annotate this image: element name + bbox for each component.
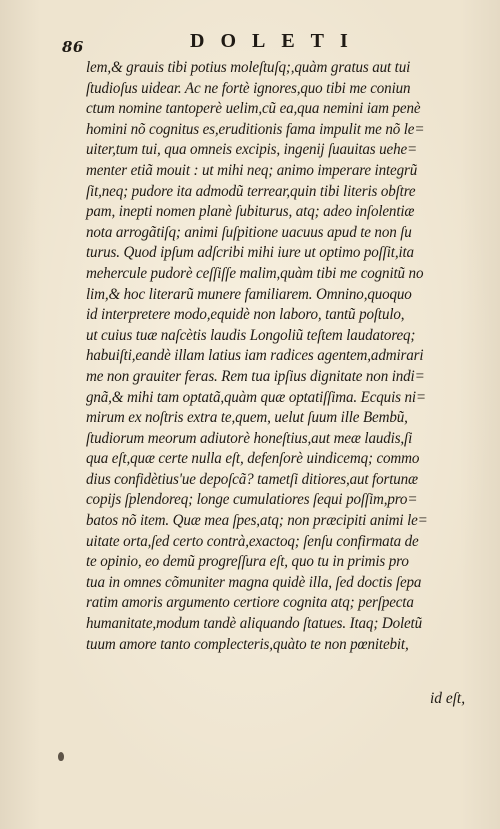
text-line: lim,& hoc literarũ munere familiarem. Omnino,quoquo: [86, 285, 412, 303]
text-line: ſtudioſus uidear. Ac ne fortè ignores,quo tibi me coniun: [86, 79, 411, 97]
text-line: uiter,tum tui, qua omneis excipis, ingenij ſuauitas uehe=: [86, 141, 418, 159]
text-line: menter etiã mouit : ut mihi neq; animo imperare integrũ: [86, 161, 418, 179]
text-line: dius confidètius'ue depoſcã? tametſi ditiores,aut fortunæ: [86, 470, 418, 488]
text-line: tuum amore tanto complecteris,quàto te non pœnitebit,: [86, 635, 409, 653]
text-line: me non grauiter feras. Rem tua ipſius dignitate non indi=: [86, 367, 425, 385]
text-line: uitate orta,ſed certo contrà,exactoq; ſenſu confirmata de: [86, 532, 419, 550]
page-number: 86: [62, 38, 84, 56]
text-line: te opinio, eo demũ progreſſura eſt, quo tu in primis pro: [86, 553, 409, 571]
text-line: ſtudiorum meorum adiutorè honeſtius,aut meæ laudis,ſi: [86, 429, 413, 447]
text-line: lem,& grauis tibi potius moleſtuſq;,quàm gratus aut tui: [86, 59, 411, 76]
text-line: nota arrogãtiſq; animi ſuſpitione uacuus apud te non ſu: [86, 223, 412, 241]
running-head: DOLETI: [190, 30, 364, 52]
text-line: id interpretere modo,equidè non laboro, tantũ poſtulo,: [86, 306, 405, 324]
text-line: qua eſt,quæ certe nulla eſt, defenſorè uindicemq; commo: [86, 450, 420, 468]
ink-blot: [58, 752, 64, 761]
text-line: ratim amoris argumento certiore cognita atq; perſpecta: [86, 594, 414, 612]
body-text: [86, 58, 496, 655]
text-line: turus. Quod ipſum adſcribi mihi iure ut optimo poſſit,ita: [86, 244, 414, 262]
text-line: ut cuius tuæ naſcètis laudis Longoliũ teſtem laudatoreq;: [86, 326, 416, 344]
text-line: batos nõ item. Quæ mea ſpes,atq; non præcipiti animi le=: [86, 512, 428, 530]
text-line: ctum nomine tantoperè uelim,cũ ea,qua nemini iam penè: [86, 100, 421, 118]
text-line: tua in omnes cõmuniter magna quidè illa, ſed doctis ſepa: [86, 573, 422, 591]
text-line: mehercule pudorè ceſſiſſe malim,quàm tibi me cognitũ no: [86, 264, 424, 282]
text-line: homini nõ cognitus es,eruditionis fama impulit me nõ le=: [86, 120, 425, 138]
text-line: copijs ſplendoreq; longe cumulatiores ſequi poſſim,pro=: [86, 491, 418, 509]
text-line: ſit,neq; pudore ita admodũ terrear,quin tibi literis obſtre: [86, 182, 416, 200]
text-line: mirum ex noſtris extra te,quem, uelut ſuum ille Bembũ,: [86, 409, 408, 427]
text-line: humanitate,modum tandè aliquando ſtatues. Itaq; Doletũ: [86, 615, 423, 633]
catchword: id eſt,: [430, 690, 466, 707]
text-line: gnã,& mihi tam optatã,quàm quæ optatiſſima. Ecquis ni=: [86, 388, 426, 406]
text-line: habuiſti,eandè illam latius iam radices agentem,admirari: [86, 347, 424, 365]
text-line: pam, inepti nomen planè ſubiturus, atq; adeo inſolentiæ: [86, 203, 415, 221]
